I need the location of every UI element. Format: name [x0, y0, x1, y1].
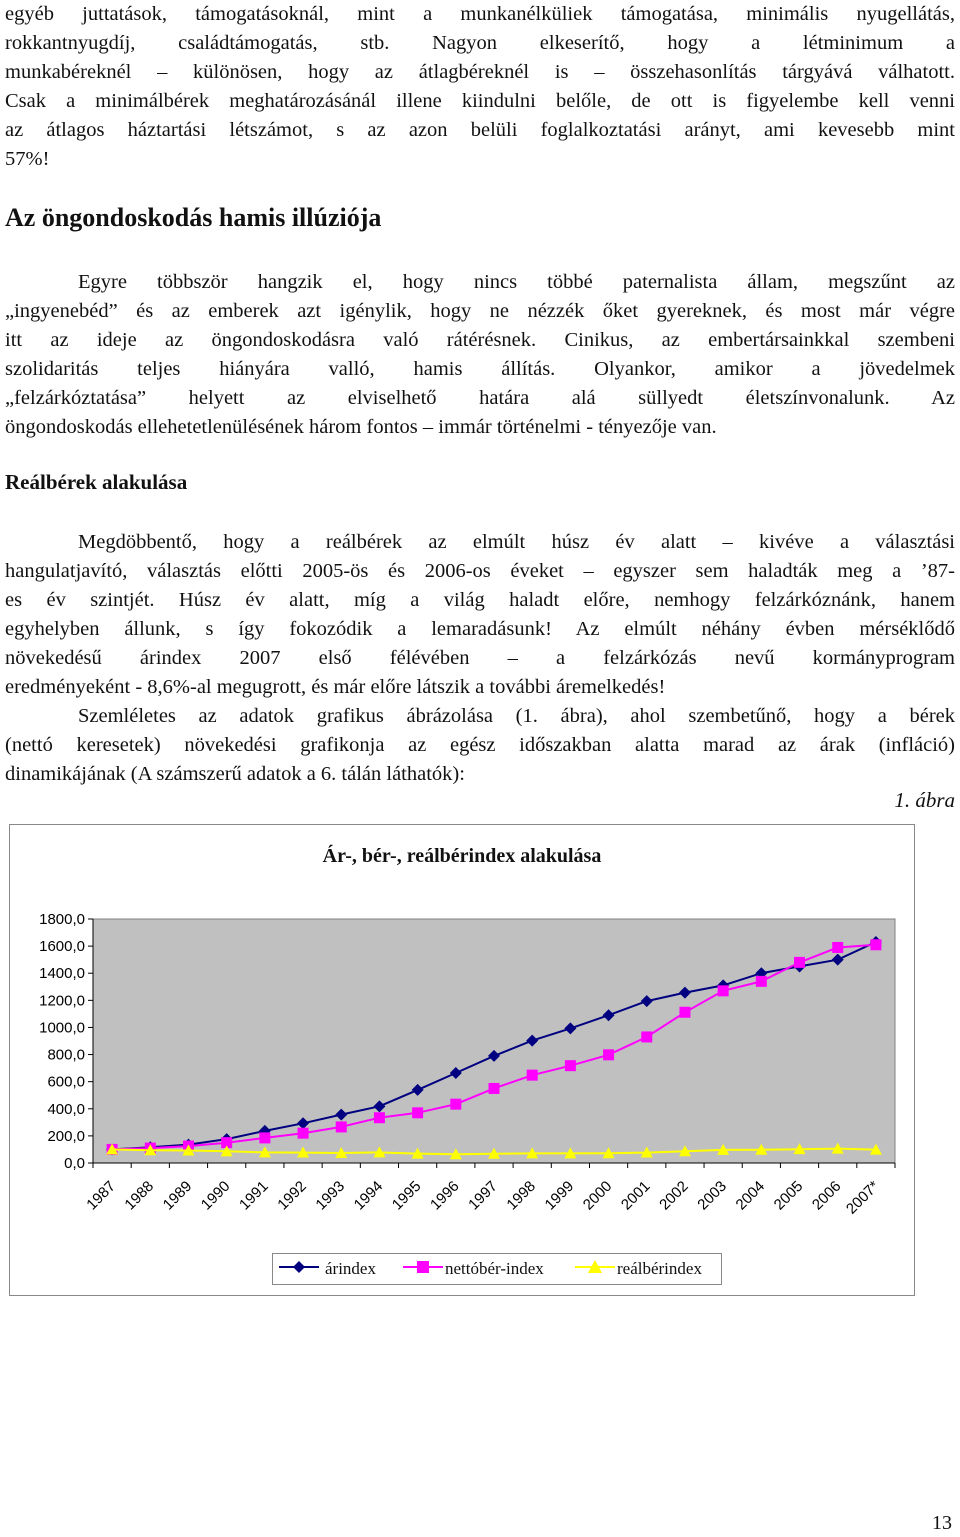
legend-label: nettóbér-index: [445, 1259, 544, 1278]
data-point: [565, 1060, 576, 1071]
x-tick-label: 1992: [274, 1177, 310, 1214]
chart-figure: [9, 824, 915, 1296]
data-point: [794, 957, 805, 968]
data-point: [336, 1121, 347, 1132]
text-line: munkabéreknél – különösen, hogy az átlagbéreknél is – összehasonlítás tárgyává válhatott.: [5, 61, 955, 83]
x-tick-label: 1998: [503, 1177, 540, 1214]
page-number: 13: [932, 1512, 952, 1534]
y-tick-label: 0,0: [64, 1155, 85, 1172]
legend-marker-nettober: [403, 1260, 443, 1274]
data-point: [679, 1007, 690, 1018]
x-tick-label: 2007*: [842, 1177, 883, 1218]
chart-svg: [10, 825, 916, 1297]
x-tick-label: 2006: [808, 1177, 845, 1214]
text-line: rokkantnyugdíj, családtámogatás, stb. Nagyon elkeserítő, hogy a létminimum a: [5, 32, 955, 54]
y-tick-label: 1600,0: [39, 938, 85, 956]
y-tick-label: 200,0: [47, 1127, 85, 1145]
data-point: [412, 1107, 423, 1118]
legend-label: árindex: [325, 1259, 376, 1278]
x-tick-label: 1994: [350, 1177, 387, 1214]
y-tick-label: 600,0: [47, 1073, 85, 1091]
text-line: itt az ideje az öngondoskodásra való rátérésnek. Cinikus, az embertársainkkal szembeni: [5, 329, 955, 351]
y-tick-label: 1200,0: [39, 992, 85, 1010]
data-point: [603, 1049, 614, 1060]
legend-marker-realber: [575, 1260, 615, 1274]
data-point: [718, 985, 729, 996]
data-point: [870, 939, 881, 950]
y-tick-label: 400,0: [47, 1100, 85, 1118]
text-line: hangulatjavító, választás előtti 2005-ös és 2006-os éveket – egyszer sem haladták meg a ’87-: [5, 560, 955, 582]
x-tick-label: 1993: [312, 1177, 349, 1214]
y-tick-label: 1800,0: [39, 911, 85, 928]
chart-title: Ár-, bér-, reálbérindex alakulása: [322, 845, 602, 867]
x-tick-label: 1990: [197, 1177, 234, 1214]
chart-legend: [272, 1253, 722, 1285]
text-line: „ingyenebéd” és az emberek azt igénylik, hogy ne nézzék őket gyereknek, és most már végre: [5, 300, 955, 322]
text-line: eredményeként - 8,6%-al megugrott, és már előre látszik a további áremelkedés!: [5, 676, 666, 698]
text-line: Szemléletes az adatok grafikus ábrázolása (1. ábra), ahol szembetűnő, hogy a bérek: [78, 705, 955, 727]
data-point: [489, 1083, 500, 1094]
text-line: Csak a minimálbérek meghatározásánál illene kiindulni belőle, de ott is figyelembe kell venni: [5, 90, 955, 112]
text-line: 57%!: [5, 148, 50, 170]
x-tick-label: 1997: [465, 1177, 501, 1214]
data-point: [374, 1112, 385, 1123]
text-line: Megdöbbentő, hogy a reálbérek az elmúlt húsz év alatt – kivéve a választási: [78, 531, 955, 553]
plot-area: [93, 919, 895, 1163]
text-line: „felzárkóztatása” helyett az elviselhető határa alá süllyedt életszínvonalunk. Az: [5, 387, 955, 409]
text-line: (nettó keresetek) növekedési grafikonja az egész időszakban alatta marad az árak (infláció): [5, 734, 955, 756]
x-tick-label: 2002: [656, 1177, 692, 1214]
text-line: egyhelyben állunk, s így fokozódik a lemaradásunk! Az elmúlt néhány évben mérséklődő: [5, 618, 955, 640]
y-tick-label: 1400,0: [39, 965, 85, 983]
data-point: [756, 976, 767, 987]
x-tick-label: 1996: [427, 1177, 463, 1214]
figure-label: 1. ábra: [894, 788, 955, 812]
text-line: az átlagos háztartási létszámot, s az azon belüli foglalkoztatási arányt, ami kevesebb mint: [5, 119, 955, 141]
data-point: [450, 1099, 461, 1110]
data-point: [527, 1070, 538, 1081]
text-line: öngondoskodás ellehetetlenülésének három fontos – immár történelmi - tényezője van.: [5, 416, 717, 438]
x-tick-label: 1991: [236, 1177, 272, 1214]
data-point: [298, 1128, 309, 1139]
x-tick-label: 1999: [541, 1177, 578, 1214]
section-heading-realberek: Reálbérek alakulása: [5, 470, 188, 494]
x-tick-label: 1995: [388, 1177, 425, 1214]
x-tick-label: 2001: [617, 1177, 654, 1214]
y-tick-label: 1000,0: [39, 1019, 85, 1037]
x-tick-label: 1988: [121, 1177, 158, 1214]
section-heading-oengondoskodas: Az öngondoskodás hamis illúziója: [5, 203, 382, 232]
x-tick-label: 2003: [694, 1177, 730, 1214]
data-point: [259, 1132, 270, 1143]
y-tick-label: 800,0: [47, 1046, 85, 1064]
text-line: dinamikájának (A számszerű adatok a 6. tálán láthatók):: [5, 763, 465, 785]
data-point: [832, 942, 843, 953]
data-point: [641, 1031, 652, 1042]
text-line: növekedésű árindex 2007 első félévében – a felzárkózás nevű kormányprogram: [5, 647, 955, 669]
x-tick-label: 2004: [732, 1177, 769, 1214]
x-tick-label: 2000: [579, 1177, 616, 1214]
x-tick-label: 2005: [770, 1177, 807, 1214]
text-line: szolidaritás teljes hiányára valló, hamis állítás. Olyankor, amikor a jövedelmek: [5, 358, 955, 380]
legend-marker-arindex: [279, 1260, 319, 1274]
legend-label: reálbérindex: [617, 1259, 702, 1278]
x-tick-label: 1987: [83, 1177, 119, 1214]
text-line: es év szintjét. Húsz év alatt, míg a világ haladt előre, nemhogy felzárkóznánk, hanem: [5, 589, 955, 611]
text-line: egyéb juttatások, támogatásoknál, mint a munkanélküliek támogatása, minimális nyugellátás,: [5, 3, 955, 25]
x-tick-label: 1989: [159, 1177, 196, 1214]
text-line: Egyre többször hangzik el, hogy nincs többé paternalista állam, megszűnt az: [78, 271, 955, 293]
